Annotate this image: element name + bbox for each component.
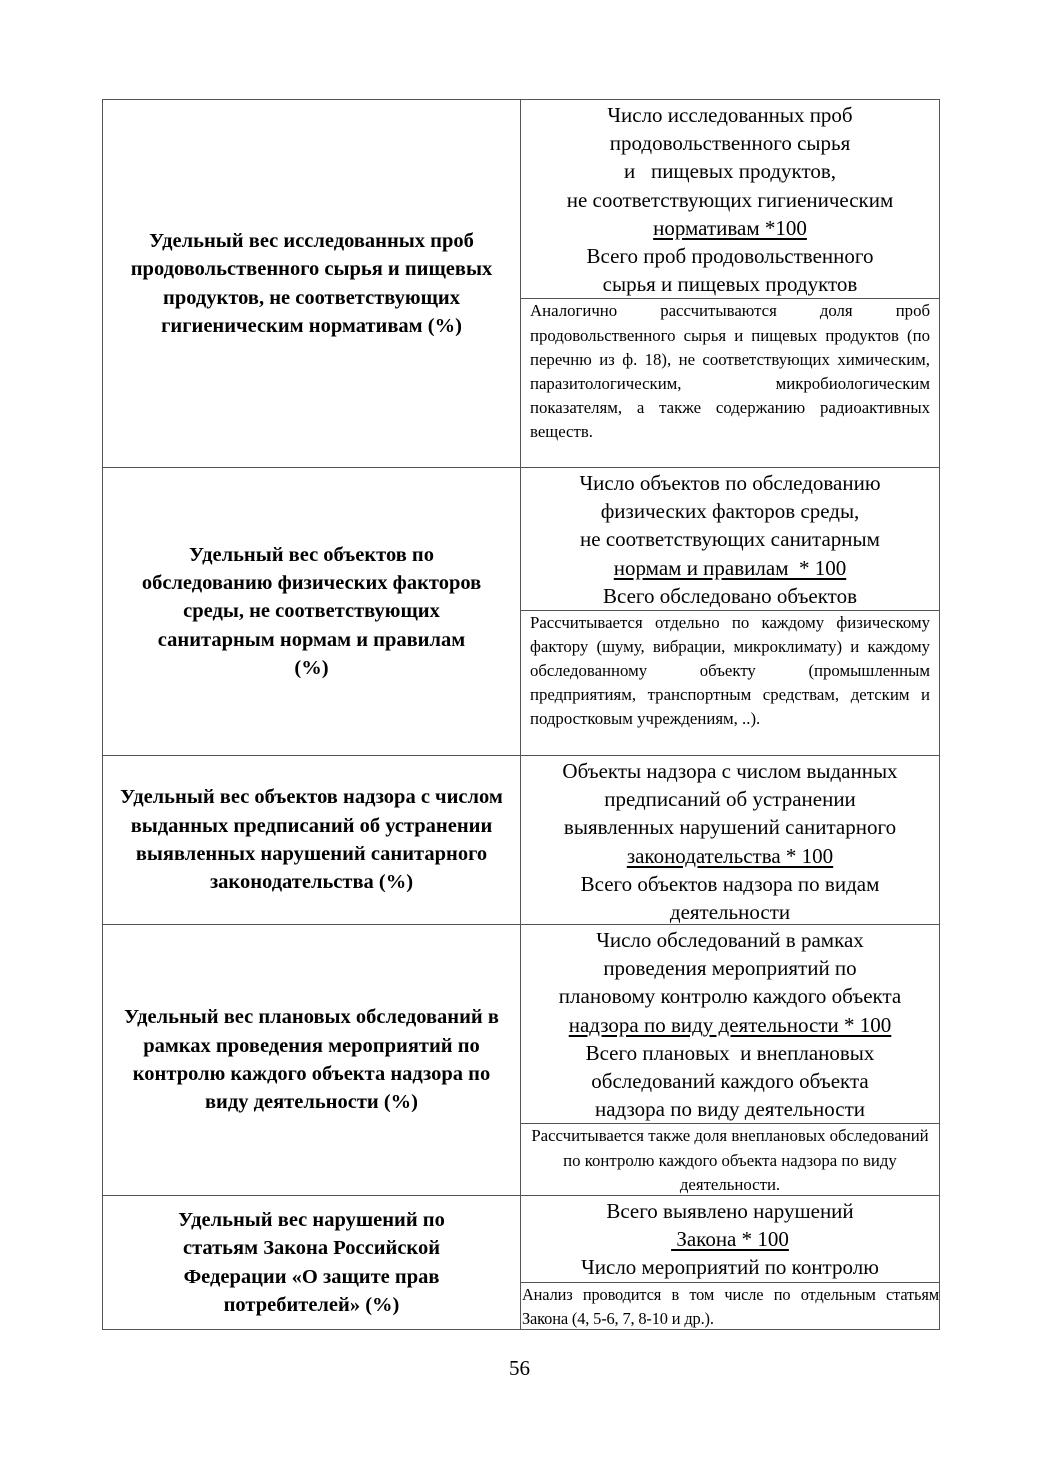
indicator-name: Удельный вес плановых обследований в рамках проведения мероприятий по контролю каждого объекта надзора по виду деятельности (%) bbox=[124, 1006, 499, 1114]
formula-note: Аналогично рассчитываются доля проб продовольственного сырья и пищевых продуктов (по перечню из ф. 18), не соответствующих химическим, паразитологическим, микробиологическим показателям, а также содержанию радиоактивных веществ. bbox=[521, 298, 939, 467]
indicator-name: Удельный вес объектов надзора с числом выданных предписаний об устранении выявленных нарушений санитарного законодательства (%) bbox=[120, 786, 503, 894]
formula: Число обследований в рамках проведения мероприятий по плановому контролю каждого объекта надзора по виду деятельности * 100 Всего плановых и внеплановых обследований каждого объекта надзора по виду деятельности bbox=[521, 925, 939, 1123]
indicator-name: Удельный вес нарушений по статьям Закона Российской Федерации «О защите прав потребителей» (%) bbox=[178, 1208, 445, 1316]
table-row bbox=[103, 1196, 940, 1330]
indicator-name: Удельный вес объектов по обследованию физических факторов среды, не соответствующих санитарным нормам и правилам (%) bbox=[141, 543, 482, 679]
formula: Число исследованных проб продовольственного сырья и пищевых продуктов, не соответствующих гигиеническим нормативам *100 Всего проб продовольственного сырья и пищевых продуктов bbox=[521, 100, 939, 298]
page-number: 56 bbox=[509, 1356, 530, 1380]
formula-numerator-end: нормативам *100 bbox=[653, 215, 807, 240]
indicator-cell bbox=[103, 925, 521, 1195]
formula: Число объектов по обследованию физических факторов среды, не соответствующих санитарным нормам и правилам * 100 Всего обследовано объектов bbox=[521, 468, 939, 610]
indicator-cell bbox=[103, 468, 521, 755]
table-row bbox=[103, 468, 940, 756]
indicator-name: Удельный вес исследованных проб продовольственного сырья и пищевых продуктов, не соответствующих гигиеническим нормативам (%) bbox=[130, 229, 493, 337]
formula-cell bbox=[521, 1196, 940, 1329]
table-row bbox=[103, 925, 940, 1196]
indicator-cell bbox=[103, 756, 521, 924]
formula-numerator-end: законодательства * 100 bbox=[626, 843, 834, 868]
formula-numerator-end: надзора по виду деятельности * 100 bbox=[568, 1012, 892, 1037]
formula-numerator-end: нормам и правилам * 100 bbox=[613, 555, 847, 580]
table-row bbox=[103, 756, 940, 925]
formula: Всего выявлено нарушений Закона * 100 Число мероприятий по контролю bbox=[521, 1196, 939, 1282]
formula-cell bbox=[521, 100, 940, 467]
formula-note: Анализ проводится в том числе по отдельным статьям Закона (4, 5-6, 7, 8-10 и др.). bbox=[521, 1282, 939, 1331]
formula: Объекты надзора с числом выданных предписаний об устранении выявленных нарушений санитарного законодательства * 100 Всего объектов надзора по видам деятельности bbox=[521, 756, 939, 926]
formula-cell bbox=[521, 756, 940, 924]
indicator-cell bbox=[103, 1196, 521, 1329]
indicators-table bbox=[102, 99, 940, 1330]
table-row bbox=[103, 100, 940, 468]
formula-numerator-end: Закона * 100 bbox=[671, 1227, 789, 1252]
formula-cell bbox=[521, 925, 940, 1195]
formula-note: Рассчитывается отдельно по каждому физическому фактору (шуму, вибрации, микроклимату) и каждому обследованному объекту (промышленным предприятиям, транспортным средствам, детским и подростковым учреждениям, ..). bbox=[521, 610, 939, 755]
formula-note: Рассчитывается также доля внеплановых обследований по контролю каждого объекта надзора по виду деятельности. bbox=[521, 1123, 939, 1196]
formula-cell bbox=[521, 468, 940, 755]
indicator-cell bbox=[103, 100, 521, 467]
